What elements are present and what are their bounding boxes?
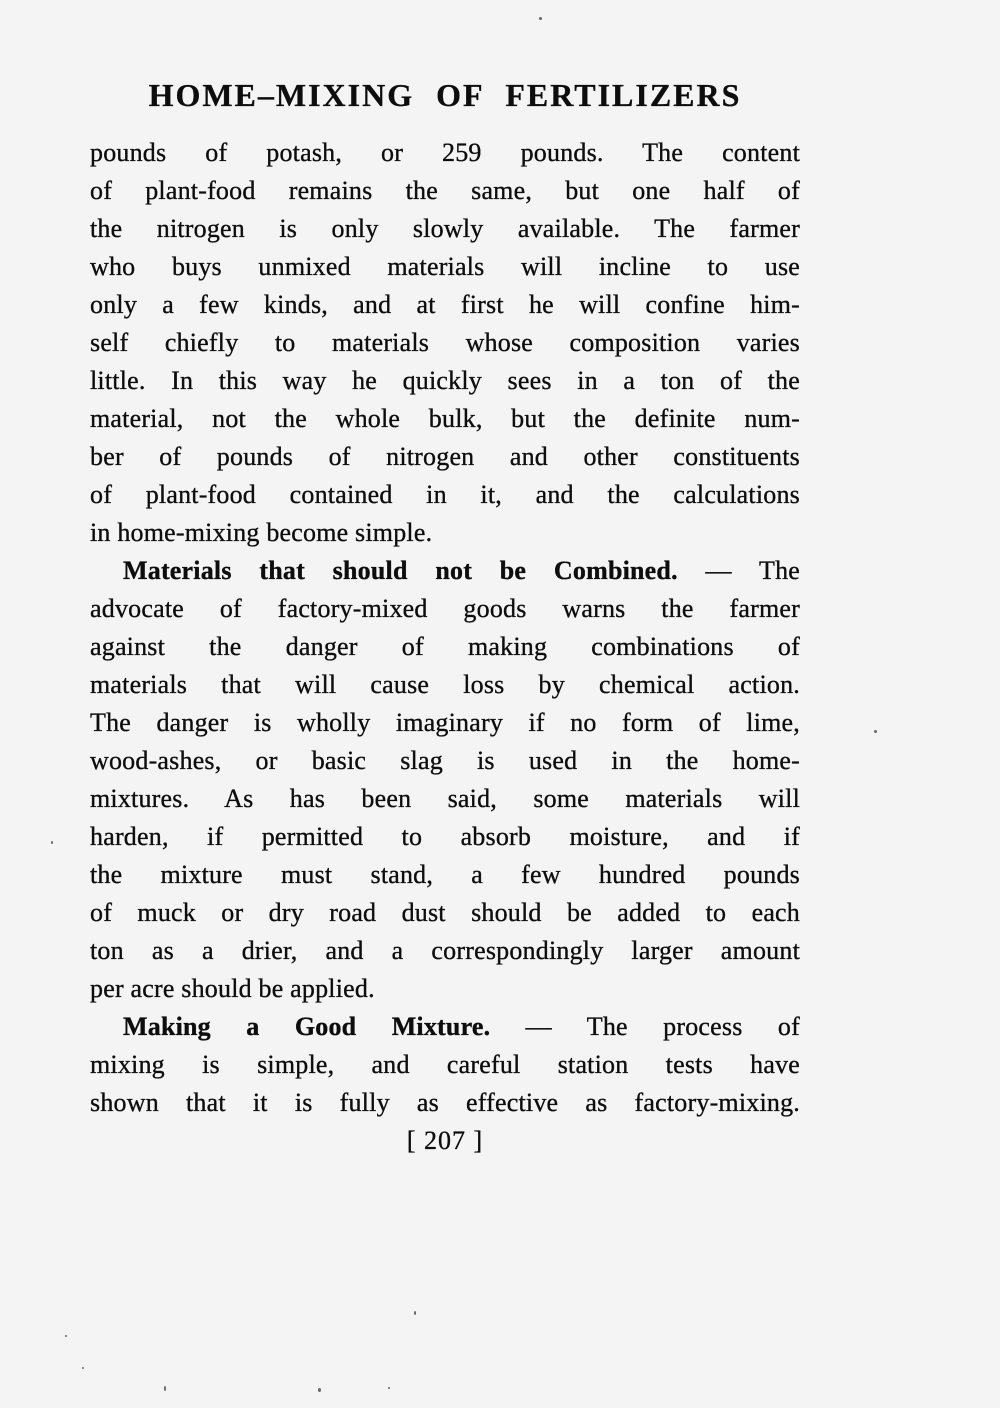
text-line <box>90 210 800 248</box>
text-line <box>90 780 800 818</box>
scan-speck <box>539 17 542 20</box>
text-segment: self chiefly to materials whose composition varies <box>90 328 800 357</box>
text-line <box>90 1084 800 1122</box>
text-segment: of muck or dry road dust should be added to each <box>90 898 800 927</box>
text-line <box>90 476 800 514</box>
scan-speck <box>51 841 53 844</box>
text-segment: the nitrogen is only slowly available. The farmer <box>90 214 800 243</box>
text-segment: The danger is wholly imaginary if no form of lime, <box>90 708 800 737</box>
text-line <box>90 552 800 590</box>
text-line <box>90 438 800 476</box>
text-segment: who buys unmixed materials will incline to use <box>90 252 800 281</box>
scan-speck <box>65 1335 67 1337</box>
text-segment: wood-ashes, or basic slag is used in the home- <box>90 746 800 775</box>
text-line <box>90 514 800 552</box>
page-header: HOME–MIXING OF FERTILIZERS <box>148 77 742 113</box>
text-segment: the mixture must stand, a few hundred pounds <box>90 860 800 889</box>
text-segment: in home-mixing become simple. <box>90 518 433 547</box>
text-segment: materials that will cause loss by chemical action. <box>90 670 800 699</box>
text-line <box>90 324 800 362</box>
text-line <box>90 818 800 856</box>
scan-speck <box>82 1367 84 1369</box>
text-line <box>90 590 800 628</box>
text-line <box>90 172 800 210</box>
body-text <box>90 134 800 1122</box>
text-line <box>90 134 800 172</box>
page-number: [ 207 ] <box>406 1126 484 1155</box>
text-line <box>90 248 800 286</box>
bold-lead-in: Making a Good Mixture. <box>123 1012 491 1041</box>
text-line <box>90 628 800 666</box>
text-segment: per acre should be applied. <box>90 974 375 1003</box>
text-segment: only a few kinds, and at first he will confine him- <box>90 290 800 319</box>
text-line <box>90 362 800 400</box>
text-line <box>90 1008 800 1046</box>
text-segment: shown that it is fully as effective as factory-mixing. <box>90 1088 800 1117</box>
text-line <box>90 856 800 894</box>
text-line <box>90 400 800 438</box>
text-segment: ber of pounds of nitrogen and other constituents <box>90 442 800 471</box>
scan-speck <box>164 1386 166 1391</box>
text-segment: mixtures. As has been said, some materials will <box>90 784 800 813</box>
text-line <box>90 894 800 932</box>
text-line <box>90 742 800 780</box>
text-line <box>90 1046 800 1084</box>
text-line <box>90 666 800 704</box>
text-segment: of plant-food contained in it, and the calculations <box>90 480 800 509</box>
text-line <box>90 970 800 1008</box>
scan-speck <box>318 1388 321 1392</box>
scan-speck <box>874 730 877 733</box>
text-line <box>90 932 800 970</box>
text-segment: material, not the whole bulk, but the definite num- <box>90 404 800 433</box>
text-segment: harden, if permitted to absorb moisture, and if <box>90 822 800 851</box>
text-segment: advocate of factory-mixed goods warns the farmer <box>90 594 800 623</box>
text-line <box>90 286 800 324</box>
text-segment: against the danger of making combinations of <box>90 632 800 661</box>
text-segment: — The <box>677 556 801 585</box>
text-segment: ton as a drier, and a correspondingly larger amount <box>90 936 800 965</box>
text-segment: mixing is simple, and careful station tests have <box>90 1050 800 1079</box>
text-segment: of plant-food remains the same, but one half of <box>90 176 800 205</box>
text-segment: pounds of potash, or 259 pounds. The content <box>90 138 800 167</box>
bold-lead-in: Materials that should not be Combined. <box>123 556 678 585</box>
text-segment: — The process of <box>490 1012 800 1041</box>
text-segment: little. In this way he quickly sees in a ton of the <box>90 366 800 395</box>
text-line <box>90 704 800 742</box>
scan-speck <box>414 1311 416 1315</box>
scan-speck <box>388 1387 390 1389</box>
